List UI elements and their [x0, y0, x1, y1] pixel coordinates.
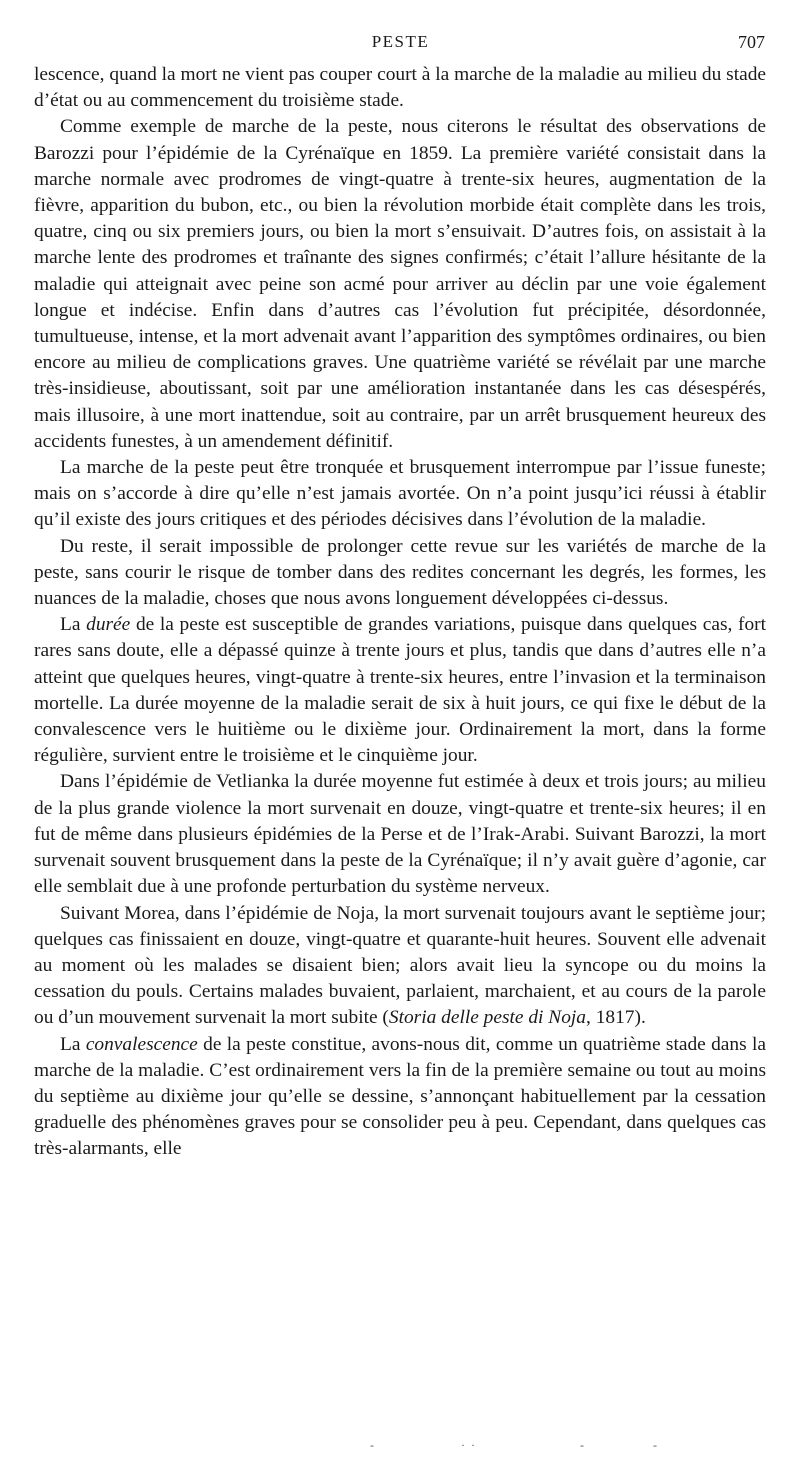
duree-rest: de la peste est susceptible de grandes variations, puisque dans quelques cas, fort rares sans doute, elle a dépassé quinze à trente jours et plus, tandis que dans d’autres elle n’a atteint que quelques heures, vingt-quatre à trente-six heures, entre l’invasion et la terminaison mortelle. La durée moyenne de la maladie serait de six à huit jours, ce qui fixe le début de la convalescence vers le huitième ou le dixième jour. Ordinairement la mort, dans la forme régulière, survient entre le troisième et le cinquième jour.: [34, 614, 766, 767]
paragraph-vetlianka: Dans l’épidémie de Vetlianka la durée moyenne fut estimée à deux et trois jours; au milieu de la plus grande violence la mort survenait en douze, vingt-quatre et trente-six heures; il en fut de même dans plusieurs épidémies de la Perse et de l’Irak-Arabi. Suivant Barozzi, la mort survenait souvent brusquement dans la peste de la Cyrénaïque; il n’y avait guère d’agonie, car elle semblait due à une profonde perturbation du système nerveux.: [34, 771, 766, 898]
scan-artifacts: - ·· - -: [370, 1438, 663, 1452]
paragraph-morea: [34, 901, 766, 1032]
paragraph-duree: [34, 612, 766, 769]
duree-lead: La: [60, 614, 87, 636]
morea-lead: Suivant Morea, dans l’épidémie de Noja, la mort survenait toujours avant le septième jour; quelques cas finissaient en douze, vingt-quatre et quarante-huit heures. Souvent elle advenait au moment où les malades se disaient bien; alors avait lieu la syncope ou du moins la cessation du pouls. Certains malades buvaient, parlaient, marchaient, et au cours de la parole ou d’un mouvement survenait la mort subite (: [34, 902, 766, 1029]
paragraph-du-reste: Du reste, il serait impossible de prolonger cette revue sur les variétés de marche de la peste, sans courir le risque de tomber dans des redites concernant les degrés, les formes, les nuances de la maladie, choses que nous avons longuement développées ci-dessus.: [34, 535, 766, 610]
page-number: 707: [738, 32, 765, 52]
convalescence-rest: de la peste constitue, avons-nous dit, comme un quatrième stade dans la marche de la maladie. C’est ordinairement vers la fin de la première semaine ou tout au moins du septième au dixième jour qu’elle se dessine, s’annonçant habituellement par la cessation graduelle des phénomènes graves pour se consolider peu à peu. Cependant, dans quelques cas très-alarmants, elle: [34, 1033, 766, 1160]
paragraph-tronquee: La marche de la peste peut être tronquée et brusquement interrompue par l’issue funeste; mais on s’accorde à dire qu’elle n’est jamais avortée. On n’a point jusqu’ici réussi à établir qu’il existe des jours critiques et des périodes décisives dans l’évolution de la maladie.: [34, 457, 766, 531]
paragraph-continuation: lescence, quand la mort ne vient pas couper court à la marche de la maladie au milieu du stade d’état ou au commencement du troisième stade.: [34, 64, 766, 112]
running-head: [36, 32, 765, 54]
convalescence-lead: La: [60, 1033, 86, 1055]
morea-rest: , 1817).: [586, 1007, 646, 1029]
text-body: [34, 62, 766, 1163]
convalescence-term: convalescence: [85, 1033, 198, 1055]
running-title: PESTE: [371, 32, 430, 51]
paragraph-barozzi-varieties: Comme exemple de marche de la peste, nous citerons le résultat des observations de Barozzi pour l’épidémie de la Cyrénaïque en 1859. La première variété consistait dans la marche normale avec prodromes de vingt-quatre à trente-six heures, augmentation de la fièvre, apparition du bubon, etc., ou bien la révolution morbide était complète dans les trois, quatre, cinq ou six premiers jours, ou bien la mort s’ensuivait. D’autres fois, on assistait à la marche lente des prodromes et traînante des signes confirmés; c’était l’allure hésitante de la maladie qui atteignait avec peine son acmé pour arriver au déclin par une voie également longue et indécise. Enfin dans d’autres cas l’évolution fut précipitée, désordonnée, tumultueuse, intense, et la mort advenait avant l’apparition des symptômes ordinaires, ou bien encore au milieu de complications graves. Une quatrième variété se révélait par une marche très-insidieuse, aboutissant, soit par une amélioration instantanée dans les cas désespérés, mais illusoire, à une mort inattendue, soit au contraire, par un arrêt brusquement heureux des accidents funestes, à un amendement définitif.: [34, 116, 766, 452]
paragraph-convalescence: [34, 1032, 766, 1163]
morea-citation: Storia delle peste di Noja: [388, 1007, 587, 1029]
duree-term: durée: [86, 614, 131, 636]
